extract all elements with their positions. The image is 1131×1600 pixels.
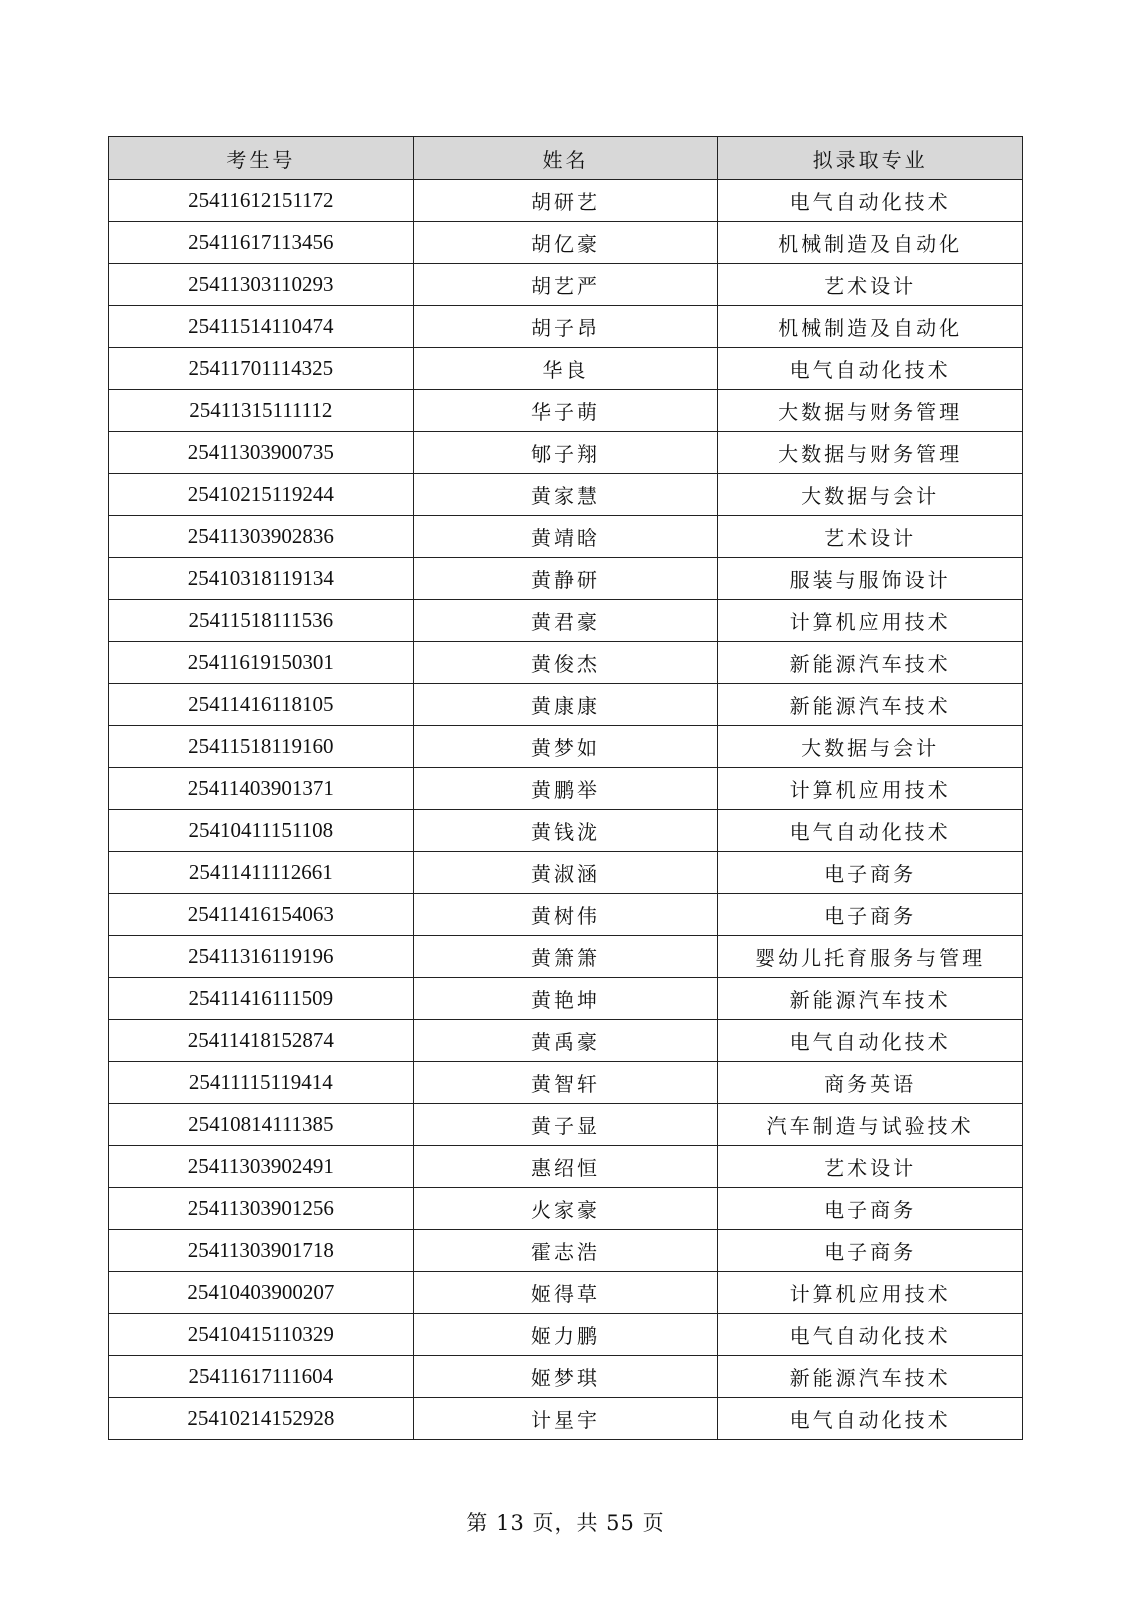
cell-major: 电子商务 (718, 852, 1023, 894)
cell-major: 婴幼儿托育服务与管理 (718, 936, 1023, 978)
cell-exam-number: 25411403901371 (109, 768, 414, 810)
header-exam-number: 考生号 (109, 137, 414, 180)
cell-exam-number: 25411416118105 (109, 684, 414, 726)
cell-major: 电子商务 (718, 1230, 1023, 1272)
cell-name: 胡研艺 (413, 180, 718, 222)
cell-exam-number: 25411303901256 (109, 1188, 414, 1230)
cell-major: 艺术设计 (718, 516, 1023, 558)
cell-name: 黄静研 (413, 558, 718, 600)
table-row (109, 474, 1023, 516)
admission-list (108, 136, 1023, 1440)
cell-name: 黄家慧 (413, 474, 718, 516)
table-row (109, 1314, 1023, 1356)
cell-exam-number: 25411303902491 (109, 1146, 414, 1188)
table-row (109, 726, 1023, 768)
cell-exam-number: 25410814111385 (109, 1104, 414, 1146)
admission-table (108, 136, 1023, 1440)
cell-name: 黄钱泷 (413, 810, 718, 852)
cell-exam-number: 25411316119196 (109, 936, 414, 978)
cell-major: 计算机应用技术 (718, 1272, 1023, 1314)
cell-major: 新能源汽车技术 (718, 684, 1023, 726)
cell-name: 胡子昂 (413, 306, 718, 348)
table-row (109, 1104, 1023, 1146)
cell-name: 黄康康 (413, 684, 718, 726)
cell-exam-number: 25411518119160 (109, 726, 414, 768)
cell-major: 服装与服饰设计 (718, 558, 1023, 600)
cell-exam-number: 25411303110293 (109, 264, 414, 306)
cell-name: 姬得草 (413, 1272, 718, 1314)
table-row (109, 768, 1023, 810)
cell-major: 电气自动化技术 (718, 810, 1023, 852)
table-row (109, 1272, 1023, 1314)
cell-exam-number: 25411416111509 (109, 978, 414, 1020)
table-header-row (109, 137, 1023, 180)
table-row (109, 684, 1023, 726)
cell-exam-number: 25410318119134 (109, 558, 414, 600)
table-row (109, 894, 1023, 936)
cell-name: 火家豪 (413, 1188, 718, 1230)
cell-exam-number: 25411303901718 (109, 1230, 414, 1272)
header-major: 拟录取专业 (718, 137, 1023, 180)
cell-name: 姬梦琪 (413, 1356, 718, 1398)
cell-name: 胡亿豪 (413, 222, 718, 264)
cell-major: 电气自动化技术 (718, 1020, 1023, 1062)
table-row (109, 810, 1023, 852)
cell-name: 黄淑涵 (413, 852, 718, 894)
cell-exam-number: 25411303900735 (109, 432, 414, 474)
cell-name: 姬力鹏 (413, 1314, 718, 1356)
table-row (109, 222, 1023, 264)
cell-exam-number: 25411411112661 (109, 852, 414, 894)
header-name: 姓名 (413, 137, 718, 180)
cell-name: 惠绍恒 (413, 1146, 718, 1188)
page-number: 第 13 页，共 55 页 (466, 1511, 665, 1535)
cell-major: 新能源汽车技术 (718, 642, 1023, 684)
cell-major: 艺术设计 (718, 264, 1023, 306)
cell-name: 黄君豪 (413, 600, 718, 642)
cell-name: 黄禹豪 (413, 1020, 718, 1062)
cell-exam-number: 25411518111536 (109, 600, 414, 642)
table-row (109, 1062, 1023, 1104)
cell-major: 大数据与财务管理 (718, 432, 1023, 474)
cell-major: 计算机应用技术 (718, 768, 1023, 810)
cell-major: 艺术设计 (718, 1146, 1023, 1188)
cell-major: 新能源汽车技术 (718, 1356, 1023, 1398)
table-row (109, 1146, 1023, 1188)
table-row (109, 1020, 1023, 1062)
cell-major: 电子商务 (718, 1188, 1023, 1230)
cell-name: 华良 (413, 348, 718, 390)
cell-name: 黄鹏举 (413, 768, 718, 810)
cell-name: 胡艺严 (413, 264, 718, 306)
cell-exam-number: 25411303902836 (109, 516, 414, 558)
table-row (109, 978, 1023, 1020)
table-row (109, 306, 1023, 348)
cell-exam-number: 25411514110474 (109, 306, 414, 348)
cell-name: 黄俊杰 (413, 642, 718, 684)
cell-major: 汽车制造与试验技术 (718, 1104, 1023, 1146)
cell-major: 计算机应用技术 (718, 600, 1023, 642)
cell-major: 新能源汽车技术 (718, 978, 1023, 1020)
table-row (109, 432, 1023, 474)
table-row (109, 1230, 1023, 1272)
cell-major: 电气自动化技术 (718, 1398, 1023, 1440)
cell-name: 郇子翔 (413, 432, 718, 474)
cell-exam-number: 25411315111112 (109, 390, 414, 432)
table-row (109, 558, 1023, 600)
cell-exam-number: 25411612151172 (109, 180, 414, 222)
cell-name: 黄智轩 (413, 1062, 718, 1104)
table-row (109, 390, 1023, 432)
cell-major: 大数据与财务管理 (718, 390, 1023, 432)
cell-exam-number: 25410214152928 (109, 1398, 414, 1440)
cell-exam-number: 25411701114325 (109, 348, 414, 390)
table-row (109, 1398, 1023, 1440)
cell-major: 大数据与会计 (718, 474, 1023, 516)
cell-major: 机械制造及自动化 (718, 306, 1023, 348)
cell-exam-number: 25411617113456 (109, 222, 414, 264)
cell-name: 华子萌 (413, 390, 718, 432)
table-row (109, 642, 1023, 684)
cell-exam-number: 25411115119414 (109, 1062, 414, 1104)
table-row (109, 936, 1023, 978)
table-row (109, 1188, 1023, 1230)
cell-exam-number: 25411617111604 (109, 1356, 414, 1398)
cell-major: 机械制造及自动化 (718, 222, 1023, 264)
cell-major: 商务英语 (718, 1062, 1023, 1104)
table-row (109, 264, 1023, 306)
cell-exam-number: 25410403900207 (109, 1272, 414, 1314)
cell-exam-number: 25410411151108 (109, 810, 414, 852)
table-body (109, 180, 1023, 1440)
table-row (109, 600, 1023, 642)
table-row (109, 1356, 1023, 1398)
cell-exam-number: 25411416154063 (109, 894, 414, 936)
cell-name: 黄树伟 (413, 894, 718, 936)
cell-exam-number: 25411418152874 (109, 1020, 414, 1062)
table-row (109, 348, 1023, 390)
cell-major: 大数据与会计 (718, 726, 1023, 768)
cell-name: 黄靖晗 (413, 516, 718, 558)
cell-major: 电气自动化技术 (718, 180, 1023, 222)
cell-exam-number: 25410415110329 (109, 1314, 414, 1356)
table-row (109, 516, 1023, 558)
cell-name: 黄箫箫 (413, 936, 718, 978)
table-row (109, 180, 1023, 222)
table-row (109, 852, 1023, 894)
cell-name: 黄子显 (413, 1104, 718, 1146)
cell-exam-number: 25411619150301 (109, 642, 414, 684)
cell-major: 电气自动化技术 (718, 348, 1023, 390)
cell-name: 黄梦如 (413, 726, 718, 768)
cell-name: 计星宇 (413, 1398, 718, 1440)
cell-name: 霍志浩 (413, 1230, 718, 1272)
cell-name: 黄艳坤 (413, 978, 718, 1020)
cell-major: 电气自动化技术 (718, 1314, 1023, 1356)
cell-exam-number: 25410215119244 (109, 474, 414, 516)
cell-major: 电子商务 (718, 894, 1023, 936)
